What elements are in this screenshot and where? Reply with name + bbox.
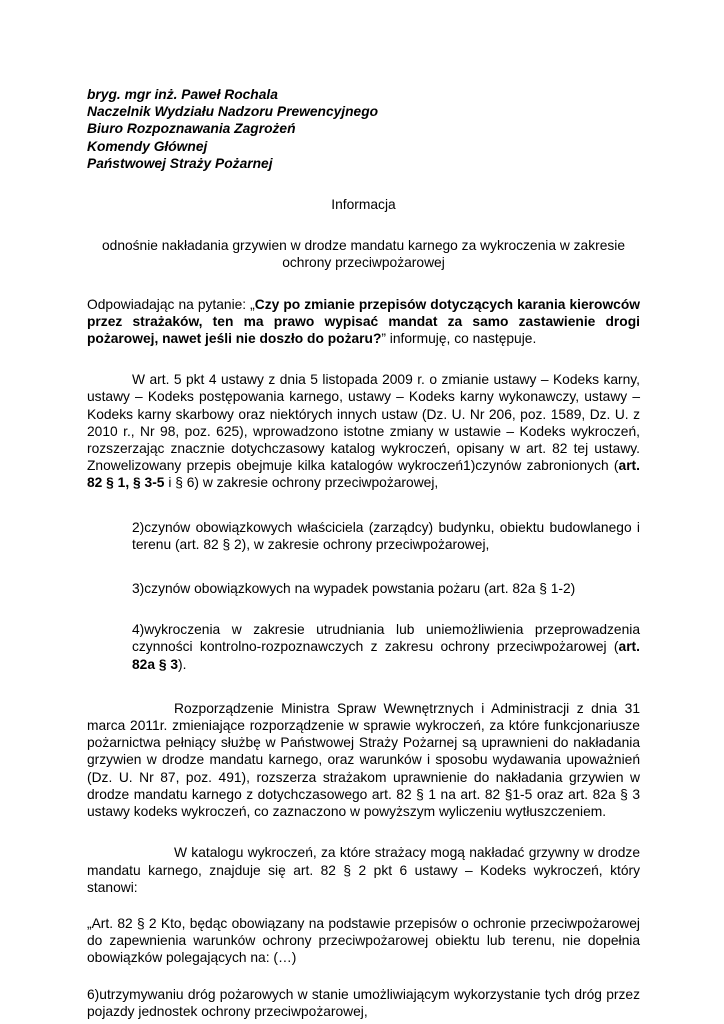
item4-tail: ). — [178, 656, 187, 672]
question-intro: Odpowiadając na pytanie: „ — [87, 296, 255, 312]
list-item-3: 3)czynów obowiązkowych na wypadek powstania pożaru (art. 82a § 1-2) — [132, 581, 576, 597]
question-paragraph — [87, 296, 640, 348]
document-subtitle: odnośnie nakładania grzywien w drodze mandatu karnego za wykroczenia w zakresie ochrony przeciwpożarowej — [101, 238, 626, 271]
para1-tail: i § 6) w zakresie ochrony przeciwpożarowej, — [164, 475, 439, 491]
item4-text: 4)wykroczenia w zakresie utrudniania lub uniemożliwienia przeprowadzenia czynności kontrolno-rozpoznawczych z zakresu ochrony przeciwpożarowej ( — [132, 622, 640, 655]
signature-line: Biuro Rozpoznawania Zagrożeń — [87, 121, 296, 137]
signature-line: Naczelnik Wydziału Nadzoru Prewencyjnego — [87, 104, 379, 120]
signature-line: Państwowej Straży Pożarnej — [87, 155, 273, 171]
question-bold: Czy po zmianie przepisów dotyczących karania kierowców przez strażaków, ten ma prawo wypisać mandat za samo zastawienie drogi pożarowej, nawet jeśli nie doszło do pożaru? — [87, 296, 641, 347]
document-title: Informacja — [331, 197, 396, 213]
signature-block — [87, 86, 640, 172]
document-page — [87, 86, 640, 1020]
list-item-2: 2)czynów obowiązkowych właściciela (zarządcy) budynku, obiektu budowlanego i terenu (art. 82 § 2), w zakresie ochrony przeciwpożarowej, — [132, 519, 640, 552]
body-paragraph-1 — [87, 371, 640, 491]
body-paragraph-3: W katalogu wykroczeń, za które strażacy mogą nakładać grzywny w drodze mandatu karnego, znajduje się art. 82 § 2 pkt 6 ustawy – Kodeks wykroczeń, który stanowi: — [87, 845, 640, 895]
body-paragraph-2: Rozporządzenie Ministra Spraw Wewnętrznych i Administracji z dnia 31 marca 2011r. zmieniające rozporządzenie w sprawie wykroczeń, za które funkcjonariusze pożarnictwa pełniący służbę w Państwowej Straży Pożarnej są uprawnieni do nakładania grzywien w drodze mandatu karnego, oraz warunków i sposobu wydawania upoważnień (Dz. U. Nr 87, poz. 491), rozszerza strażakom uprawnienie do nakładania grzywien w drodze mandatu karnego z dotychczasowego art. 82 § 1 na art. 82 §1-5 oraz art. 82a § 3 ustawy kodeks wykroczeń, co zaznaczono w powyższym wyliczeniu wytłuszczeniem. — [87, 700, 640, 820]
signature-line: bryg. mgr inż. Paweł Rochala — [87, 87, 278, 102]
para1-bold: art. 82 § 1, § 3-5 — [87, 458, 640, 491]
para1-text: W art. 5 pkt 4 ustawy z dnia 5 listopada 2009 r. o zmianie ustawy – Kodeks karny, ustawy – Kodeks postępowania karnego, ustawy – Kodeks karny wykonawczy, ustawy – Kodeks karny skarbowy oraz niektórych innych ustaw (Dz. U. Nr 206, poz. 1589, Dz. U. z 2010 r., Nr 98, poz. 625), wprowadzono istotne zmiany w ustawie – Kodeks wykroczeń, rozszerzając znacznie dotychczasowy katalog wykroczeń, opisany w art. 82 tej ustawy. Znowelizowany przepis obejmuje kilka katalogów wykroczeń1)czynów zabronionych ( — [87, 372, 640, 474]
list-item-4 — [87, 621, 640, 673]
signature-line: Komendy Głównej — [87, 138, 208, 154]
question-outro: ” informuję, co następuje. — [381, 331, 537, 347]
list-item-6: 6)utrzymywaniu dróg pożarowych w stanie umożliwiającym wykorzystanie tych dróg przez pojazdy jednostek ochrony przeciwpożarowej, — [87, 986, 640, 1019]
item4-bold: art. 82a § 3 — [132, 639, 640, 672]
quote-paragraph: „Art. 82 § 2 Kto, będąc obowiązany na podstawie przepisów o ochronie przeciwpożarowej do zapewnienia warunków ochrony przeciwpożarowej obiektu lub terenu, nie dopełnia obowiązków polegających na: (…) — [87, 915, 640, 966]
